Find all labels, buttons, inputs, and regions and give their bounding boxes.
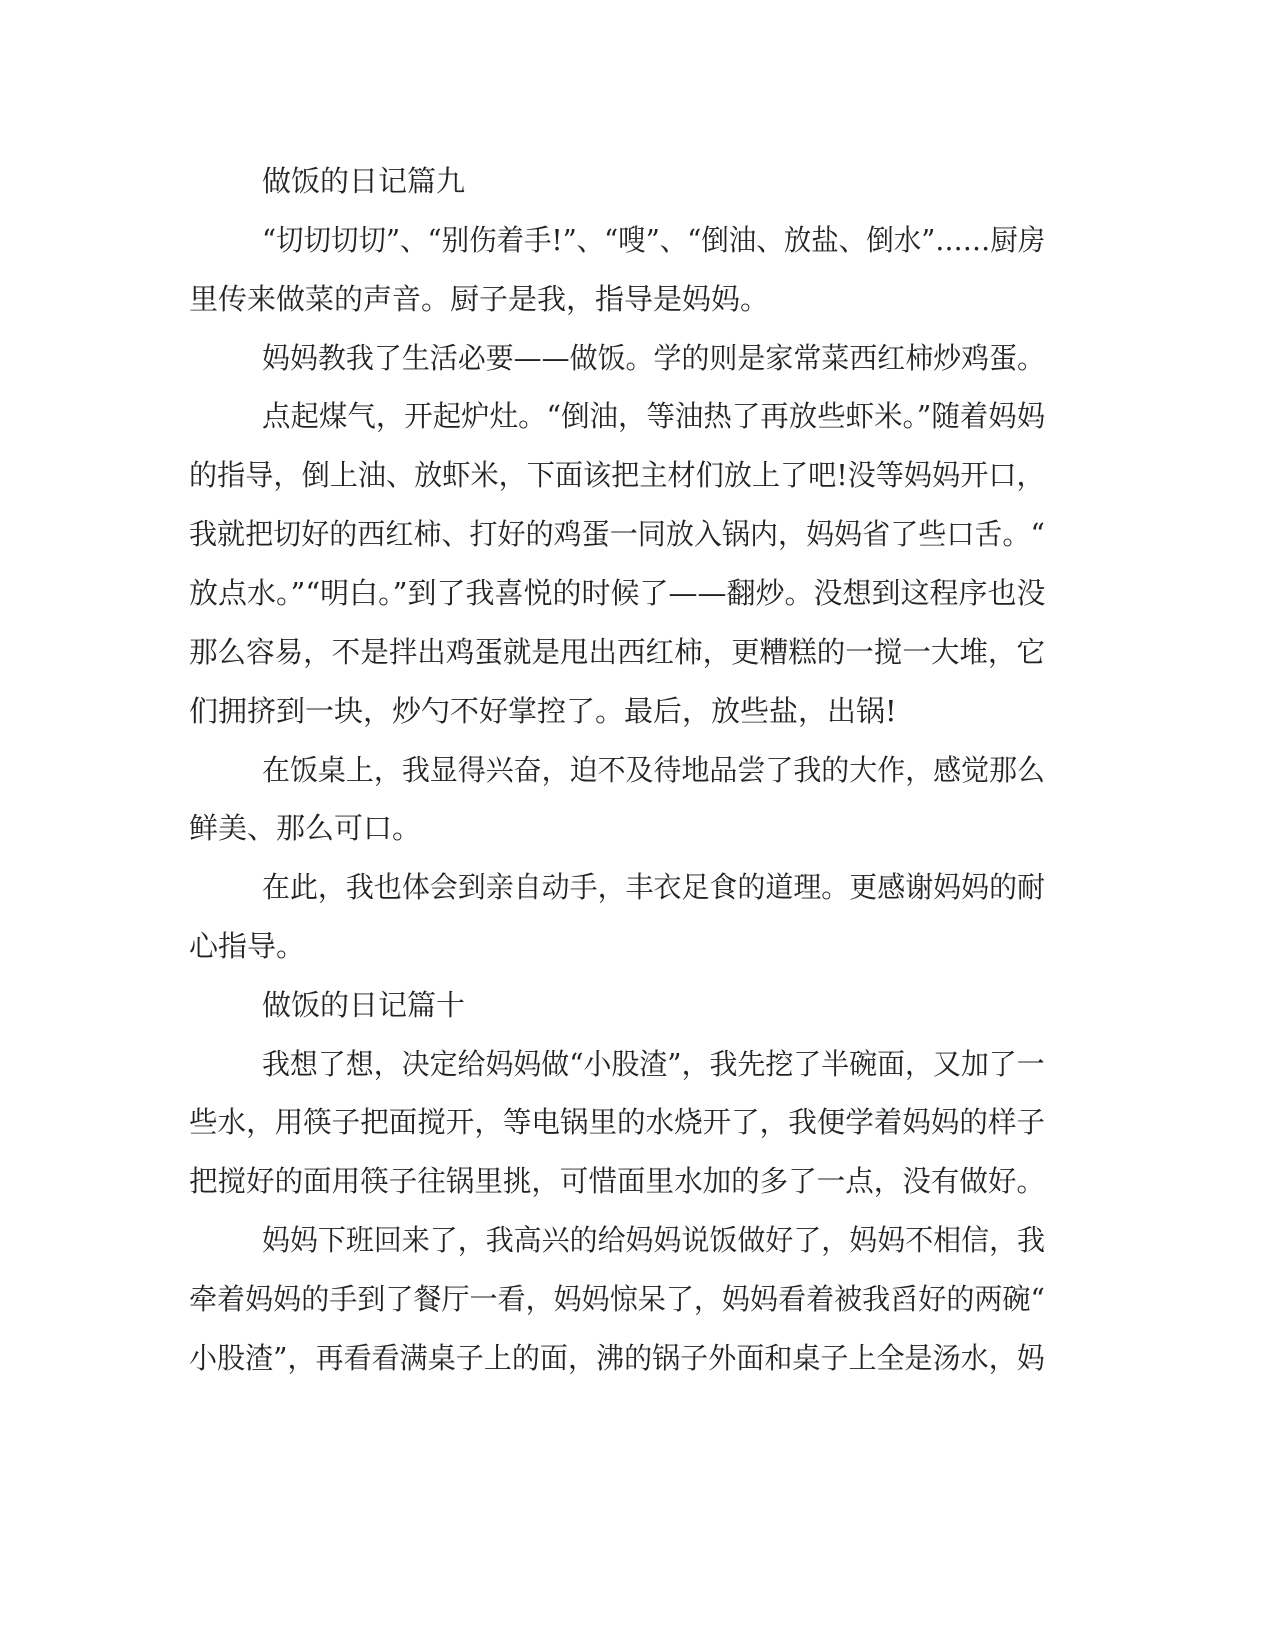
section-heading-10 — [0, 983, 1275, 1027]
line-text: 点起煤气，开起炉灶。“倒油，等油热了再放些虾米。”随着妈妈 — [262, 399, 1046, 433]
line-text: 小股渣”，再看看满桌子上的面，沸的锅子外面和桌子上全是汤水，妈 — [189, 1341, 1045, 1375]
paragraph-line — [0, 924, 1275, 968]
paragraph-line — [0, 748, 1275, 792]
line-text: 心指导。 — [189, 929, 306, 963]
paragraph-line — [0, 689, 1275, 733]
paragraph-line — [0, 571, 1275, 615]
line-text: 牵着妈妈的手到了餐厅一看，妈妈惊呆了，妈妈看着被我舀好的两碗“ — [189, 1282, 1045, 1316]
heading-text: 做饭的日记篇十 — [262, 988, 466, 1022]
line-text: 把搅好的面用筷子往锅里挑，可惜面里水加的多了一点，没有做好。 — [189, 1164, 1046, 1198]
paragraph-line — [0, 1277, 1275, 1321]
paragraph-line — [0, 630, 1275, 674]
line-text: 我就把切好的西红柿、打好的鸡蛋一同放入锅内，妈妈省了些口舌。“ — [189, 517, 1045, 551]
paragraph-line — [0, 806, 1275, 850]
paragraph-line — [0, 1159, 1275, 1203]
line-text: “切切切切”、“别伤着手!”、“嗖”、“倒油、放盐、倒水”……厨房 — [262, 223, 1046, 257]
line-text: 放点水。”“明白。”到了我喜悦的时候了——翻炒。没想到这程序也没 — [189, 576, 1046, 610]
section-heading-9 — [0, 159, 1275, 203]
paragraph-line — [0, 1218, 1275, 1262]
paragraph-line — [0, 336, 1275, 380]
paragraph-line — [0, 865, 1275, 909]
line-text: 鲜美、那么可口。 — [189, 811, 422, 845]
paragraph-line — [0, 512, 1275, 556]
line-text: 那么容易，不是拌出鸡蛋就是甩出西红柿，更糟糕的一搅一大堆，它 — [189, 635, 1046, 669]
line-text: 的指导，倒上油、放虾米，下面该把主材们放上了吧!没等妈妈开口， — [189, 458, 1045, 492]
paragraph-line — [0, 277, 1275, 321]
line-text: 妈妈教我了生活必要——做饭。学的则是家常菜西红柿炒鸡蛋。 — [262, 341, 1046, 375]
line-text: 们拥挤到一块，炒勺不好掌控了。最后，放些盐，出锅! — [189, 694, 897, 728]
line-text: 在饭桌上，我显得兴奋，迫不及待地品尝了我的大作，感觉那么 — [262, 753, 1046, 787]
paragraph-line — [0, 218, 1275, 262]
paragraph-line — [0, 394, 1275, 438]
paragraph-line — [0, 1336, 1275, 1380]
paragraph-line — [0, 453, 1275, 497]
heading-text: 做饭的日记篇九 — [262, 164, 466, 198]
line-text: 我想了想，决定给妈妈做“小股渣”，我先挖了半碗面，又加了一 — [262, 1047, 1045, 1081]
paragraph-line — [0, 1100, 1275, 1144]
paragraph-line — [0, 1042, 1275, 1086]
line-text: 里传来做菜的声音。厨子是我，指导是妈妈。 — [189, 282, 770, 316]
line-text: 在此，我也体会到亲自动手，丰衣足食的道理。更感谢妈妈的耐 — [262, 870, 1046, 904]
line-text: 妈妈下班回来了，我高兴的给妈妈说饭做好了，妈妈不相信，我 — [262, 1223, 1046, 1257]
line-text: 些水，用筷子把面搅开，等电锅里的水烧开了，我便学着妈妈的样子 — [189, 1105, 1046, 1139]
